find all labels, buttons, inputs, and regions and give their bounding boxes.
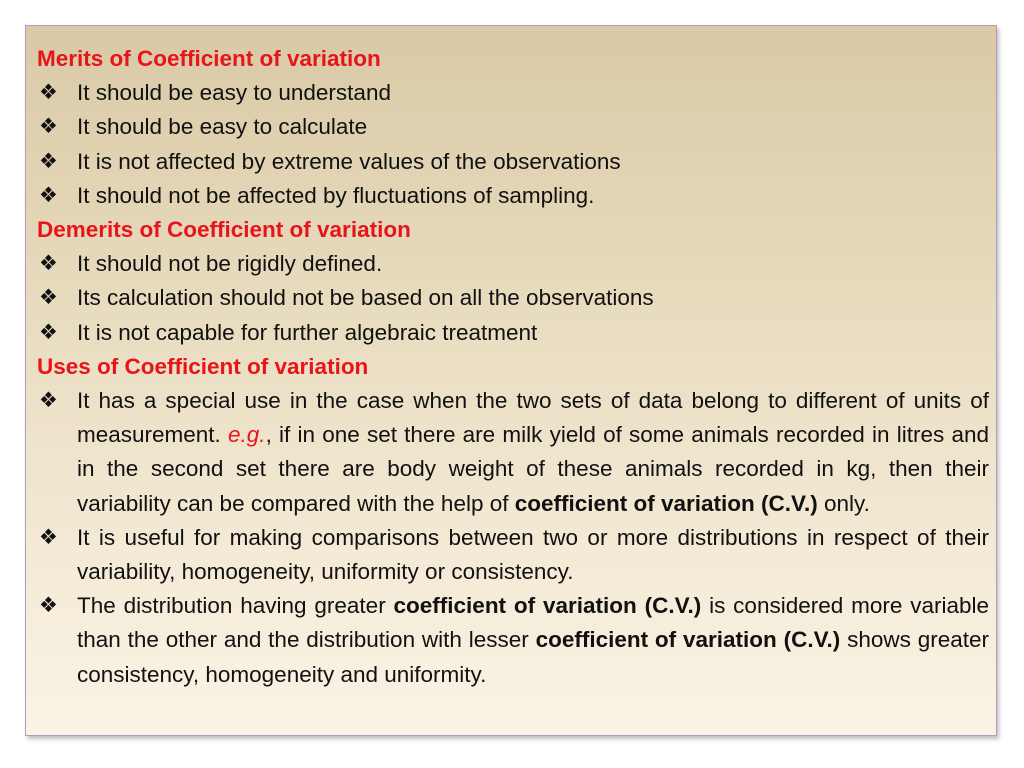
- uses-item-text: , if in one set there are milk yield of some animals recorded in litres and in the second set there are body weight of these animals recorded in kg, then their variability can be compared with the help of: [77, 422, 989, 516]
- eg-abbreviation: e.g.: [228, 422, 266, 448]
- diamond-bullet-icon: ❖: [39, 389, 58, 413]
- merits-item: [37, 179, 989, 213]
- diamond-bullet-icon: ❖: [39, 252, 58, 276]
- diamond-bullet-icon: ❖: [39, 81, 58, 105]
- cv-term: coefficient of variation (C.V.): [514, 490, 818, 516]
- diamond-bullet-icon: ❖: [39, 525, 58, 549]
- uses-item-text: The distribution having greater: [77, 593, 394, 619]
- cv-term: coefficient of variation (C.V.): [393, 593, 702, 619]
- demerits-item-text: Its calculation should not be based on all the observations: [77, 285, 654, 311]
- uses-item: [37, 521, 989, 589]
- uses-item: [37, 384, 989, 521]
- uses-item-text: It has a special use in the case when the two sets of data belong to different of units of measurement.: [77, 388, 989, 448]
- merits-item-text: It should be easy to understand: [77, 80, 391, 106]
- slide-content: [37, 42, 989, 692]
- merits-item-text: It should not be affected by fluctuations of sampling.: [77, 182, 595, 208]
- uses-item-text: is considered more variable than the other and the distribution with lesser: [77, 593, 989, 653]
- uses-item-text: only.: [817, 490, 870, 516]
- uses-item-text: It is useful for making comparisons between two or more distributions in respect of their variability, homogeneity, uniformity or consistency.: [77, 524, 989, 585]
- demerits-item-text: It should not be rigidly defined.: [77, 251, 383, 277]
- demerits-item: [37, 316, 989, 350]
- demerits-item: [37, 247, 989, 281]
- merits-item-text: It is not affected by extreme values of the observations: [77, 148, 621, 174]
- merits-heading: Merits of Coefficient of variation: [37, 46, 381, 71]
- diamond-bullet-icon: ❖: [39, 149, 58, 173]
- demerits-item: [37, 281, 989, 315]
- diamond-bullet-icon: ❖: [39, 115, 58, 139]
- merits-item: [37, 110, 989, 144]
- uses-heading: Uses of Coefficient of variation: [37, 353, 369, 379]
- uses-item-text: shows greater consistency, homogeneity and uniformity.: [77, 627, 989, 687]
- merits-item: [37, 76, 989, 110]
- demerits-heading: Demerits of Coefficient of variation: [37, 217, 411, 243]
- diamond-bullet-icon: ❖: [39, 594, 58, 618]
- merits-item: [37, 145, 989, 179]
- slide: [25, 25, 997, 736]
- uses-item: [37, 589, 989, 692]
- diamond-bullet-icon: ❖: [39, 286, 58, 310]
- diamond-bullet-icon: ❖: [39, 320, 58, 344]
- merits-item-text: It should be easy to calculate: [77, 114, 368, 140]
- diamond-bullet-icon: ❖: [39, 183, 58, 207]
- cv-term: coefficient of variation (C.V.): [535, 627, 841, 653]
- demerits-item-text: It is not capable for further algebraic treatment: [77, 319, 538, 345]
